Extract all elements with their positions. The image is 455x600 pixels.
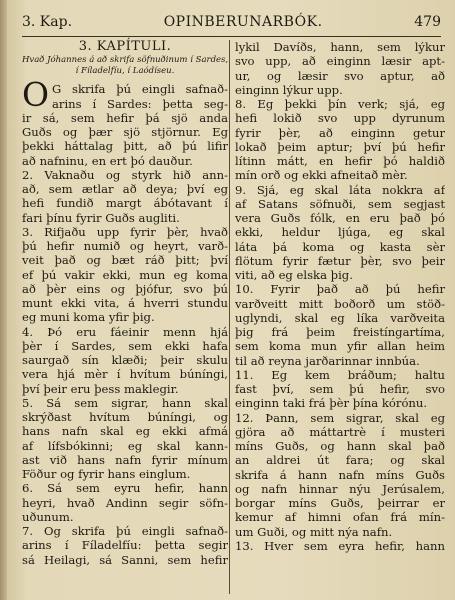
text-line: fari þínu fyrir Guðs augliti.: [22, 210, 180, 225]
text-line: lykil Davíðs, hann, sem lýkur: [235, 40, 445, 54]
header-rule: [22, 36, 441, 37]
text-line: skrifa á hann nafn míns Guðs: [235, 467, 445, 482]
column-divider: [229, 40, 230, 594]
text-line: saurgað sín klæði; þeir skulu: [22, 353, 228, 367]
text-line: 12. Þann, sem sigrar, skal eg: [235, 410, 445, 425]
text-line: af Satans söfnuði, sem segjast: [235, 196, 445, 211]
text-line: þig frá þeim freistíngartíma,: [235, 325, 445, 339]
chapter-title: 3. KAPÍTULI.: [78, 39, 172, 54]
text-line: ast við hans nafn fyrir mínum: [22, 452, 228, 467]
text-line: varðveitt mitt boðorð um stöð-: [235, 296, 445, 311]
text-line: míns Guðs, og hann skal það: [235, 439, 445, 453]
text-line: sá Heilagi, sá Sanni, sem hefir: [22, 552, 228, 567]
text-line: an aldrei út fara; og skal: [235, 453, 445, 468]
page-number: 479: [414, 14, 441, 30]
text-line: viti, að eg elska þig.: [235, 268, 353, 282]
text-line: 3. Rifjaðu upp fyrir þèr, hvað: [22, 224, 228, 239]
text-line: hans nafn skal eg ekki afmá: [22, 424, 228, 439]
text-line: 8. Eg þekki þín verk; sjá, eg: [235, 97, 445, 111]
text-line: vera hjá mèr í hvítum búníngi,: [22, 367, 228, 382]
text-line: fast því, sem þú hefir, svo: [235, 382, 445, 396]
text-line: mín orð og ekki afneitað mèr.: [235, 168, 408, 183]
text-line: 9. Sjá, eg skal láta nokkra af: [235, 182, 445, 197]
text-line: 5. Sá sem sigrar, hann skal: [22, 395, 228, 410]
text-line: Föður og fyrir hans einglum.: [22, 467, 191, 481]
text-line: þekki háttalag þitt, að þú lifir: [22, 139, 228, 154]
text-line: flötum fyrir fætur þèr, svo þeir: [235, 253, 445, 268]
text-line: kemur af himni ofan frá mín-: [235, 510, 445, 525]
text-line: 13. Hver sem eyra hefir, hann: [235, 538, 445, 553]
text-line: svo upp, að einginn læsir apt-: [235, 54, 445, 69]
text-line: 6. Sá sem eyru hefir, hann: [22, 481, 228, 496]
text-line: fyrir þèr, að einginn getur: [235, 125, 445, 140]
left-column: [22, 40, 228, 567]
chapter-summary: [22, 55, 228, 77]
text-line: þèr í Sardes, sem ekki hafa: [22, 338, 228, 353]
text-line: munt ekki vita, á hverri stundu: [22, 296, 228, 310]
text-line: skrýðast hvítum búníngi, og: [22, 410, 228, 424]
text-line: þú hefir numið og heyrt, varð-: [22, 239, 228, 253]
text-line: 10. Fyrir það að þú hefir: [235, 282, 445, 297]
text-line: 2. Vaknaðu og styrk hið ann-: [22, 167, 228, 182]
text-line: uðunum.: [22, 509, 74, 524]
text-line: arins í Fíladelfíu: þetta segir: [22, 538, 228, 553]
text-line: að þèr eins og þjófur, svo þú: [22, 281, 228, 296]
text-line: ef þú vakir ekki, mun eg koma: [22, 267, 228, 282]
summary-line: í Fíladelfíu, í Laódíseu.: [75, 66, 175, 77]
text-line: 7. Og skrifa þú eingli safnað-: [22, 524, 228, 538]
text-line: G skrifa þú eingli safnað-: [52, 82, 228, 97]
chapter-label: 3. Kap.: [22, 14, 73, 30]
text-line: Guðs og þær sjö stjörnur. Eg: [22, 125, 228, 139]
text-line: einginn lýkur upp.: [235, 82, 343, 97]
left-text-body: [22, 111, 228, 567]
text-line: að nafninu, en ert þó dauður.: [22, 153, 193, 168]
summary-line: Hvað Jóhannes á að skrifa söfnuðinum í Sardes,: [22, 55, 228, 66]
text-line: uglyndi, skal eg líka varðveita: [235, 310, 445, 325]
text-line: heyri, hvað Andinn segir söfn-: [22, 495, 228, 510]
right-column: [235, 40, 445, 553]
opening-paragraph: [22, 75, 228, 115]
text-line: 4. Þó eru fáeinir menn hjá: [22, 324, 228, 339]
book-title: OPINBERUNARBÓK.: [163, 14, 323, 30]
text-line: eg muni koma yfir þig.: [22, 310, 155, 325]
text-line: veit það og bæt ráð þitt; því: [22, 253, 228, 268]
text-line: og nafn hinnar nýu Jerúsalem,: [235, 481, 445, 496]
text-line: einginn taki frá þèr þína kórónu.: [235, 396, 428, 411]
page-edge: [0, 0, 7, 600]
text-line: arins í Sardes: þetta seg-: [52, 96, 228, 111]
text-line: hefi fundið margt ábótavant í: [22, 196, 228, 211]
drop-cap: O: [22, 75, 50, 115]
running-header: [22, 14, 441, 36]
text-line: til að reyna jarðarinnar innbúa.: [235, 353, 420, 368]
text-line: sem koma mun yfir allan heim: [235, 339, 445, 354]
text-line: 11. Eg kem bráðum; haltu: [235, 367, 445, 382]
text-line: lokað þeim aptur; því þú hefir: [235, 139, 445, 154]
text-line: lítinn mátt, en hefir þó haldið: [235, 154, 445, 168]
text-line: borgar míns Guðs, þeirrar er: [235, 496, 445, 510]
text-line: hefi lokið svo upp dyrunum: [235, 111, 445, 126]
text-line: af lífsbókinni; eg skal kann-: [22, 438, 228, 453]
text-line: að, sem ætlar að deya; því eg: [22, 182, 228, 196]
text-line: láta þá koma og kasta sèr: [235, 239, 445, 254]
right-text-body: [235, 40, 445, 553]
text-line: gjöra að máttartrè í musteri: [235, 424, 445, 439]
text-line: ir sá, sem hefir þá sjö anda: [22, 110, 228, 125]
text-line: því þeir eru þess maklegir.: [22, 381, 179, 396]
text-line: um Guði, og mitt nýa nafn.: [235, 524, 393, 539]
text-line: ur, og læsir svo aptur, að: [235, 68, 445, 83]
text-line: vera Guðs fólk, en eru það þó: [235, 211, 445, 225]
text-line: ekki, heldur ljúga, eg skal: [235, 225, 445, 240]
